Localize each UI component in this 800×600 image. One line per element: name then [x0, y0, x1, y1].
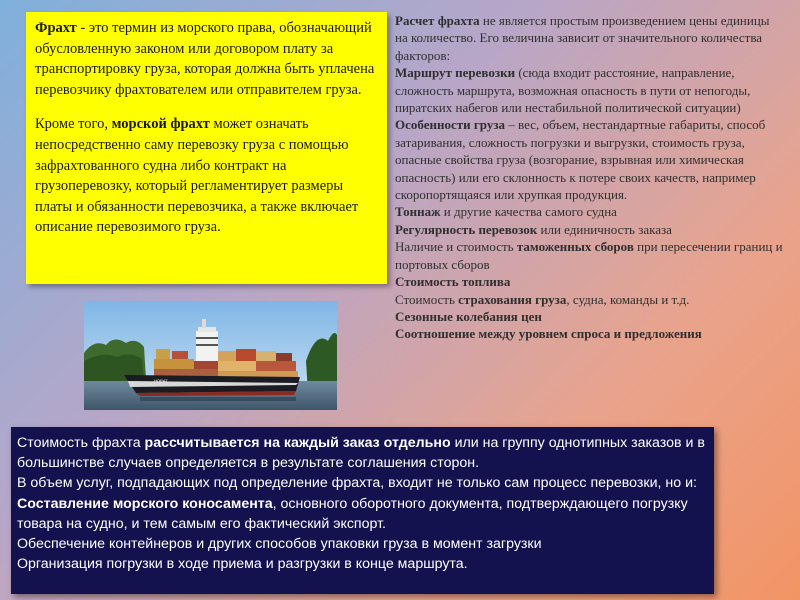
factor-customs: [395, 238, 785, 273]
customs-text: при пересечении границ и портовых сборов: [395, 239, 783, 272]
customs-lead: Наличие и стоимость: [395, 239, 517, 255]
factors-intro: [395, 12, 785, 64]
term-demand: Соотношение между уровнем спроса и предложения: [395, 326, 702, 342]
services-line-1-text: или на группу однотипных заказов и в большинстве случаев определяется в результате соглашения сторон.: [17, 435, 705, 472]
definition-text: - это термин из морского права, обозначающий обусловленную законом или договором плату за транспортировку груза, которая должна быть уплачена перевозчику фрахтователем или отправителем груза.: [35, 20, 375, 98]
factor-route: [395, 64, 785, 116]
services-line-1: [17, 433, 709, 473]
term-freight: Фрахт: [35, 20, 77, 36]
ship-hull-name: HORAT: [154, 378, 168, 383]
factor-demand: [395, 325, 785, 342]
term-sea-freight: морской фрахт: [111, 116, 210, 133]
services-lead: Стоимость фрахта: [17, 435, 145, 451]
insurance-text: , судна, команды и т.д.: [566, 291, 690, 307]
sea-freight-paragraph: [35, 114, 378, 238]
sea-freight-lead: Кроме того,: [35, 116, 112, 133]
term-seasonal: Сезонные колебания цен: [395, 308, 542, 324]
freight-definition-box: [26, 12, 387, 284]
term-fuel: Стоимость топлива: [395, 274, 511, 290]
term-regularity: Регулярность перевозок: [395, 221, 538, 237]
factor-tonnage: [395, 203, 785, 220]
term-cargo: Особенности груза: [395, 117, 506, 133]
container-ship-image: [84, 301, 337, 410]
freight-factors-column: [395, 12, 785, 343]
services-line-4: Обеспечение контейнеров и других способов упаковки груза в момент загрузки: [17, 536, 542, 553]
term-freight-calculation: Расчет фрахта: [395, 13, 480, 28]
services-line-3: [17, 494, 709, 534]
factor-fuel: [395, 273, 785, 290]
services-line-2: В объем услуг, подпадающих под определение фрахта, входит не только сам процесс перевозки, но и:: [17, 475, 697, 492]
term-route: Маршрут перевозки: [395, 65, 516, 81]
route-text: (сюда входит расстояние, направление, сложность маршрута, возможная опасность в пути от непогоды, пиратских набегов или нестабильной политической ситуации): [395, 65, 751, 116]
regularity-text: или единичность заказа: [537, 221, 672, 237]
bill-of-lading-text: , основного оборотного документа, подтверждающего погрузку товара на судно, и тем самым его фактический экспорт.: [17, 495, 688, 532]
freight-services-box: [11, 427, 714, 594]
factor-seasonal: [395, 308, 785, 325]
definition-paragraph: [35, 18, 378, 100]
insurance-lead: Стоимость: [395, 291, 459, 307]
cargo-text: – вес, объем, нестандартные габариты, способ затаривания, сложность погрузки и выгрузки, стоимость груза, опасные свойства груза (возгорание, взрывная или химическая опасность) или его склонность к потере своих качеств, например скоропортящаяся или хрупкая продукция.: [395, 117, 766, 203]
term-tonnage: Тоннаж: [395, 204, 441, 220]
tonnage-text: и другие качества самого судна: [440, 204, 617, 220]
term-customs: таможенных сборов: [516, 239, 634, 255]
factor-insurance: [395, 291, 785, 308]
sea-freight-text: может означать непосредственно саму перевозку груза с помощью зафрахтованного судна либо контракт на грузоперевозку, который регламентирует размеры платы и обязанности перевозчика, а также включает описание перевозимого груза.: [35, 116, 359, 236]
services-line-5: Организация погрузки в ходе приема и разгрузки в конце маршрута.: [17, 556, 468, 573]
term-insurance: страхования груза: [458, 291, 567, 307]
term-bill-of-lading: Составление морского коносамента: [17, 495, 273, 512]
factor-cargo: [395, 116, 785, 203]
factor-regularity: [395, 221, 785, 238]
term-per-order: рассчитывается на каждый заказ отдельно: [144, 435, 451, 451]
factors-intro-text: не является простым произведением цены единицы на количество. Его величина зависит от значительного количества факторов:: [395, 13, 770, 63]
